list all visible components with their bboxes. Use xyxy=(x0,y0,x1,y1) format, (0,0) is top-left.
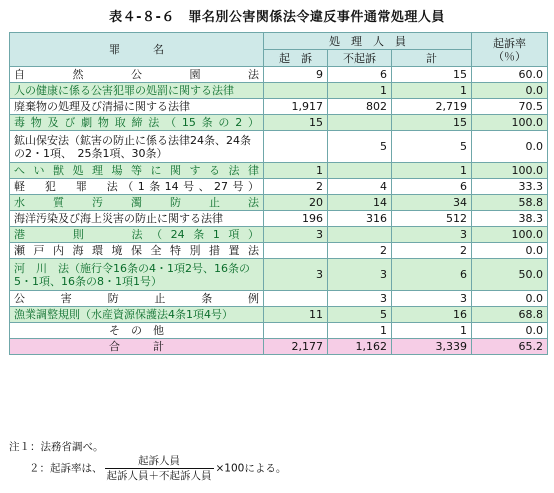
rate-cell: 70.5 xyxy=(472,99,548,115)
fukiso-cell xyxy=(328,163,392,179)
kei-cell: 3 xyxy=(392,227,472,243)
name-cell: 河 川 法（施行令16条の4・1項2号、16条の5・1項、16条の8・1項1号） xyxy=(10,259,264,291)
table-row xyxy=(10,195,548,211)
kei-cell: 15 xyxy=(392,67,472,83)
kei-cell: 15 xyxy=(392,115,472,131)
kiso-cell: 11 xyxy=(264,307,328,323)
rate-cell: 0.0 xyxy=(472,131,548,163)
rate-cell: 68.8 xyxy=(472,307,548,323)
header-fukiso: 不起訴 xyxy=(328,50,392,67)
kiso-cell: 3 xyxy=(264,259,328,291)
table-row xyxy=(10,131,548,163)
kei-cell: 1 xyxy=(392,163,472,179)
rate-cell: 0.0 xyxy=(472,83,548,99)
kiso-cell: 1,917 xyxy=(264,99,328,115)
fukiso-cell xyxy=(328,115,392,131)
kiso-cell: 2 xyxy=(264,179,328,195)
total-kei-cell: 3,339 xyxy=(392,339,472,355)
total-rate-cell: 65.2 xyxy=(472,339,548,355)
table-row xyxy=(10,67,548,83)
kei-cell: 2,719 xyxy=(392,99,472,115)
rate-cell: 100.0 xyxy=(472,227,548,243)
kei-cell: 34 xyxy=(392,195,472,211)
table-row xyxy=(10,99,548,115)
name-cell: 鉱山保安法（鉱害の防止に係る法律24条、24条の2・1項、 25条1項、30条） xyxy=(10,131,264,163)
fukiso-cell: 1 xyxy=(328,83,392,99)
kei-cell: 1 xyxy=(392,83,472,99)
fukiso-cell: 5 xyxy=(328,131,392,163)
fukiso-cell: 802 xyxy=(328,99,392,115)
total-row xyxy=(10,339,548,355)
data-table xyxy=(9,32,548,355)
rate-cell: 60.0 xyxy=(472,67,548,83)
header-group: 処 理 人 員 xyxy=(264,33,472,50)
table-row xyxy=(10,179,548,195)
header-name: 罪 名 xyxy=(10,33,264,67)
name-cell: 海洋汚染及び海上災害の防止に関する法律 xyxy=(10,211,264,227)
kei-cell: 6 xyxy=(392,179,472,195)
kei-cell: 1 xyxy=(392,323,472,339)
name-cell: 軽 犯 罪 法（1条14号、27号） xyxy=(10,179,264,195)
table-row xyxy=(10,259,548,291)
total-kiso-cell: 2,177 xyxy=(264,339,328,355)
kiso-cell: 196 xyxy=(264,211,328,227)
rate-cell: 100.0 xyxy=(472,163,548,179)
name-cell: 港 則 法（24条1項） xyxy=(10,227,264,243)
table-row xyxy=(10,227,548,243)
kei-cell: 6 xyxy=(392,259,472,291)
notes xyxy=(9,440,286,483)
rate-cell: 33.3 xyxy=(472,179,548,195)
note-2 xyxy=(9,454,286,483)
note-2-suffix: ×100による。 xyxy=(215,462,287,475)
rate-cell: 58.8 xyxy=(472,195,548,211)
fukiso-cell: 5 xyxy=(328,307,392,323)
table-row xyxy=(10,291,548,307)
table-row xyxy=(10,307,548,323)
name-cell: 公 害 防 止 条 例 xyxy=(10,291,264,307)
fukiso-cell: 316 xyxy=(328,211,392,227)
kiso-cell xyxy=(264,131,328,163)
fukiso-cell: 2 xyxy=(328,243,392,259)
kei-cell: 3 xyxy=(392,291,472,307)
kiso-cell: 1 xyxy=(264,163,328,179)
kiso-cell: 9 xyxy=(264,67,328,83)
name-cell: 人の健康に係る公害犯罪の処罰に関する法律 xyxy=(10,83,264,99)
kei-cell: 16 xyxy=(392,307,472,323)
note-2-prefix: ２：起訴率は、 xyxy=(29,462,103,475)
kiso-cell xyxy=(264,83,328,99)
kei-cell: 2 xyxy=(392,243,472,259)
table-body xyxy=(10,67,548,355)
table-row xyxy=(10,211,548,227)
rate-cell: 0.0 xyxy=(472,243,548,259)
rate-cell: 0.0 xyxy=(472,291,548,307)
fukiso-cell: 3 xyxy=(328,259,392,291)
name-cell: 廃棄物の処理及び清掃に関する法律 xyxy=(10,99,264,115)
header-rate-unit: （％） xyxy=(493,49,527,63)
formula-numerator: 起訴人員 xyxy=(105,454,214,469)
kiso-cell xyxy=(264,291,328,307)
name-cell: 漁業調整規則（水産資源保護法4条1項4号） xyxy=(10,307,264,323)
fukiso-cell: 1 xyxy=(328,323,392,339)
kiso-cell xyxy=(264,243,328,259)
header-kei: 計 xyxy=(392,50,472,67)
fukiso-cell: 14 xyxy=(328,195,392,211)
name-cell: 自 然 公 園 法 xyxy=(10,67,264,83)
fukiso-cell: 4 xyxy=(328,179,392,195)
total-name-cell: 合 計 xyxy=(10,339,264,355)
table-row xyxy=(10,83,548,99)
kiso-cell: 15 xyxy=(264,115,328,131)
fukiso-cell: 6 xyxy=(328,67,392,83)
rate-cell: 50.0 xyxy=(472,259,548,291)
note-1: 注１：法務省調べ。 xyxy=(9,441,104,453)
rate-cell: 0.0 xyxy=(472,323,548,339)
header-rate-label: 起訴率 xyxy=(493,36,527,50)
rate-cell: 100.0 xyxy=(472,115,548,131)
name-cell: へい獣処理場等に関する法律 xyxy=(10,163,264,179)
table-row xyxy=(10,115,548,131)
name-cell: 水 質 汚 濁 防 止 法 xyxy=(10,195,264,211)
name-cell: 瀬戸内海環境保全特別措置法 xyxy=(10,243,264,259)
table-title: 表４-８-６ 罪名別公害関係法令違反事件通常処理人員 xyxy=(109,10,445,25)
kiso-cell: 3 xyxy=(264,227,328,243)
rate-formula xyxy=(105,454,214,483)
fukiso-cell: 3 xyxy=(328,291,392,307)
table-row xyxy=(10,243,548,259)
table-row xyxy=(10,323,548,339)
name-cell: 毒物及び劇物取締法（15条の2） xyxy=(10,115,264,131)
fukiso-cell xyxy=(328,227,392,243)
rate-cell: 38.3 xyxy=(472,211,548,227)
kiso-cell xyxy=(264,323,328,339)
header-kiso: 起 訴 xyxy=(264,50,328,67)
kei-cell: 512 xyxy=(392,211,472,227)
name-cell: そ の 他 xyxy=(10,323,264,339)
kiso-cell: 20 xyxy=(264,195,328,211)
total-fukiso-cell: 1,162 xyxy=(328,339,392,355)
table-row xyxy=(10,163,548,179)
header-rate xyxy=(472,33,548,67)
kei-cell: 5 xyxy=(392,131,472,163)
formula-denominator: 起訴人員＋不起訴人員 xyxy=(106,470,212,482)
